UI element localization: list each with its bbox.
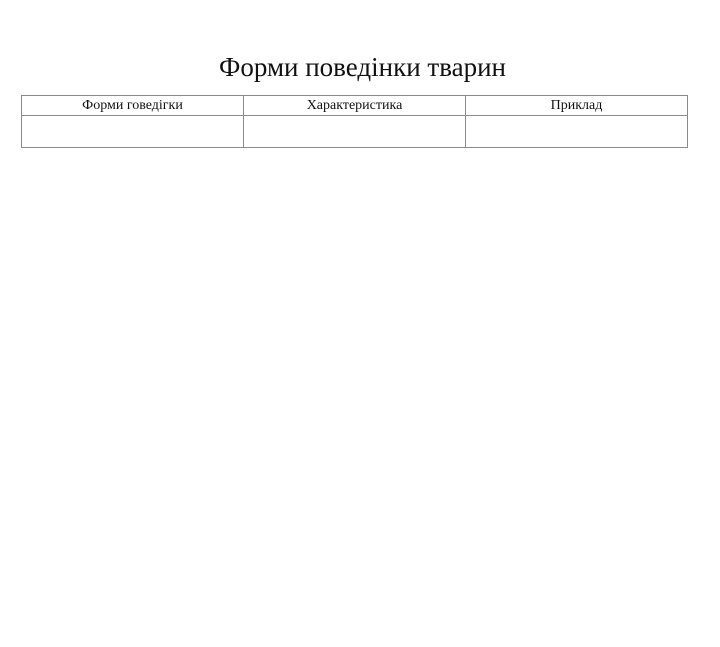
column-header-characteristic: Характеристика [244, 96, 466, 116]
table-cell-characteristic[interactable] [244, 116, 466, 148]
column-header-example: Приклад [466, 96, 688, 116]
table-row [22, 116, 688, 148]
column-header-behavior-forms: Форми говедігки [22, 96, 244, 116]
table-cell-behavior-form[interactable] [22, 116, 244, 148]
page-title: Форми поведінки тварин [219, 52, 506, 82]
table-cell-example[interactable] [466, 116, 688, 148]
table-header-row [22, 96, 688, 116]
behavior-forms-table [21, 95, 688, 148]
